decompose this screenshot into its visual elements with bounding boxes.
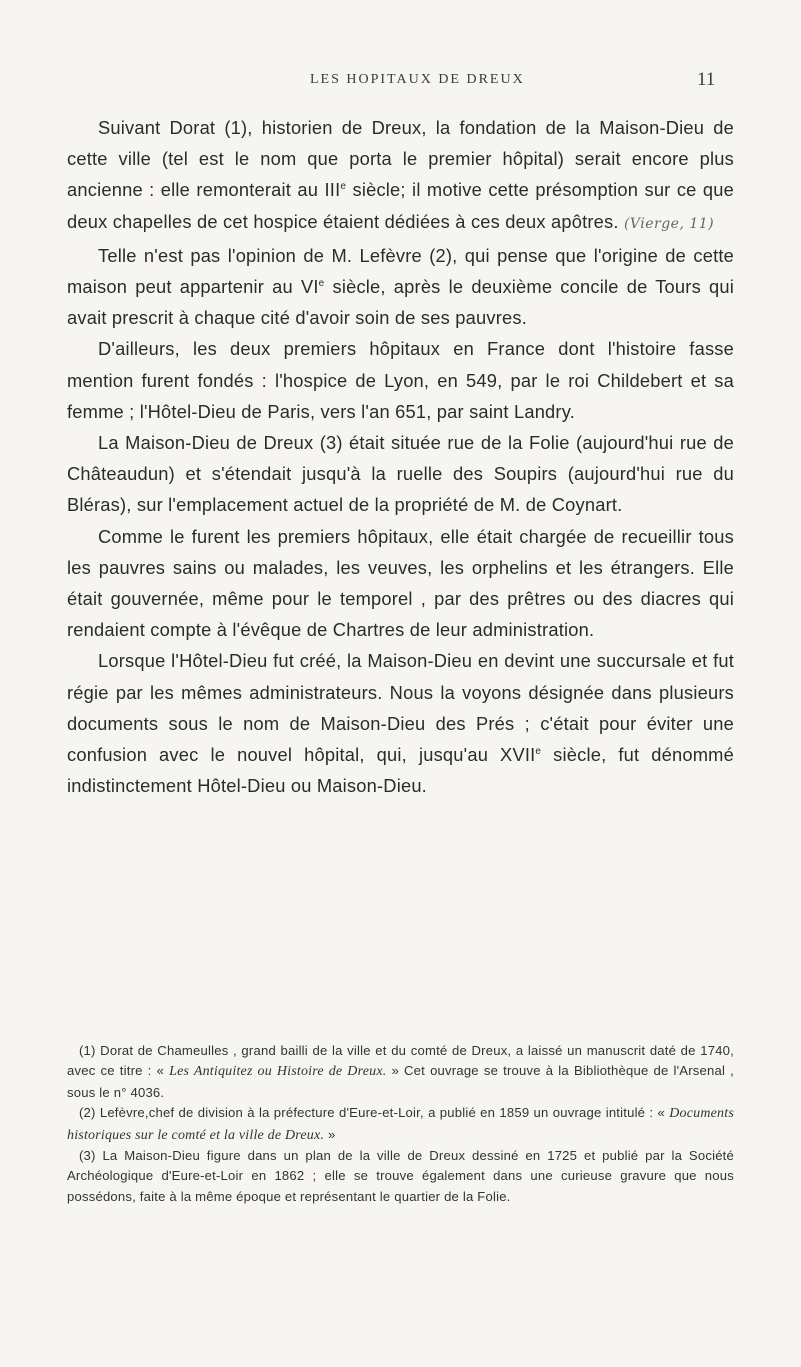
page-number: 11: [697, 69, 716, 90]
handwritten-annotation: (Vierge, 11): [623, 215, 715, 232]
paragraph-2: Telle n'est pas l'opinion de M. Lefèvre (2), qui pense que l'origine de cette maison peut appartenir au VIe siècle, après le deuxième concile de Tours qui avait prescrit à chaque cité d'avoir soin de ses pauvres.: [67, 244, 734, 329]
paragraph-5: Comme le furent les premiers hôpitaux, elle était chargée de recueillir tous les pauvres sains ou malades, les veuves, les orphelins et les étrangers. Elle était gouvernée, même pour le temporel , par des prêtres ou des diacres qui rendaient compte à l'évêque de Chartres de leur administration.: [67, 525, 734, 641]
paragraph-6: Lorsque l'Hôtel-Dieu fut créé, la Maison-Dieu en devint une succursale et fut régie par les mêmes administrateurs. Nous la voyons désignée dans plusieurs documents sous le nom de Maison-Dieu des Prés ; c'était pour éviter une confusion avec le nouvel hôpital, qui, jusqu'au XVIIe siècle, fut dénommé indistinctement Hôtel-Dieu ou Maison-Dieu.: [67, 650, 734, 797]
paragraph-4: La Maison-Dieu de Dreux (3) était située rue de la Folie (aujourd'hui rue de Châteaudun) et s'étendait jusqu'à la ruelle des Soupirs (aujourd'hui rue du Bléras), sur l'emplacement actuel de la propriété de M. de Coynart.: [67, 432, 734, 516]
footnote-3: (3) La Maison-Dieu figure dans un plan de la ville de Dreux dessiné en 1725 et publié par la Société Archéologique d'Eure-et-Loir en 1862 ; elle se trouve également dans une curieuse gravure que nous possédons, faite à la même époque et représentant le quartier de la Folie.: [67, 1148, 734, 1204]
footnote-1: (1) Dorat de Chameulles , grand bailli de la ville et du comté de Dreux, a laissé un manuscrit daté de 1740, avec ce titre : « Les Antiquitez ou Histoire de Dreux. » Cet ouvrage se trouve à la Bibliothèque de l'Arsenal , sous le n° 4036.: [67, 1043, 735, 1100]
footnotes: [67, 1041, 734, 1207]
footnote-2-title: Documents historiques sur le comté et la ville de Dreux.: [67, 1106, 734, 1143]
body-text: [67, 112, 734, 801]
running-head: [0, 69, 801, 96]
footnote-2: (2) Lefèvre,chef de division à la préfecture d'Eure-et-Loir, a publié en 1859 un ouvrage intitulé : « Documents historiques sur le comté et la ville de Dreux. »: [67, 1105, 734, 1143]
paragraph-1: Suivant Dorat (1), historien de Dreux, la fondation de la Maison-Dieu de cette ville (tel est le nom que porta le premier hôpital) serait encore plus ancienne : elle remonterait au IIIe siècle; il motive cette présomption sur ce que deux chapelles de cet hospice étaient dédiées à ces deux apôtres. (Vierge, 11): [67, 117, 734, 232]
paragraph-3: D'ailleurs, les deux premiers hôpitaux en France dont l'histoire fasse mention furent fondés : l'hospice de Lyon, en 549, par le roi Childebert et sa femme ; l'Hôtel-Dieu de Paris, vers l'an 651, par saint Landry.: [67, 338, 734, 422]
footnote-1-title: Les Antiquitez ou Histoire de Dreux.: [169, 1064, 387, 1080]
running-title: LES HOPITAUX DE DREUX: [310, 72, 525, 87]
